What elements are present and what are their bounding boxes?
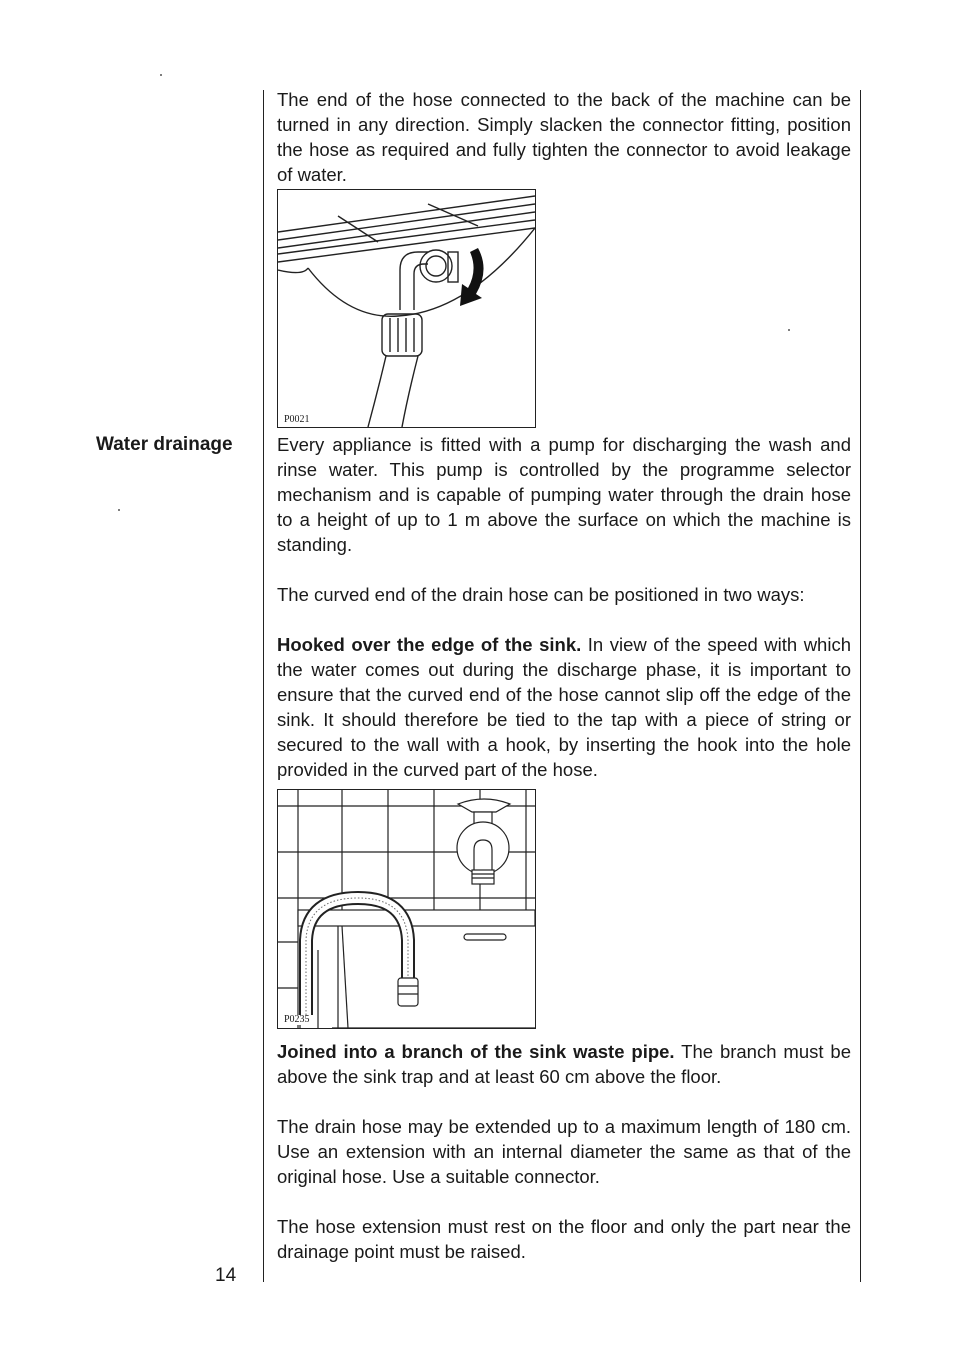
- positions-paragraph: The curved end of the drain hose can be positioned in two ways:: [277, 584, 805, 605]
- sink-text: In view of the speed with which the water comes out during the discharge phase, it is important to ensure that the curved end of the hose cannot slip off the edge of the sink. It should therefore be tied to the tap with a piece of string or secured to the wall with a hook, by inserting the hook into the hole provided in the curved part of the hose.: [277, 634, 851, 780]
- page-number: 14: [215, 1265, 237, 1286]
- left-column-rule: [263, 90, 264, 1282]
- scan-speck: [118, 509, 120, 511]
- figure-label: P0235: [284, 1014, 310, 1025]
- extension-paragraph: The drain hose may be extended up to a maximum length of 180 cm. Use an extension with an internal diameter the same as that of the original hose. Use a suitable connector.: [277, 1116, 851, 1187]
- branch-paragraph: [277, 1039, 851, 1089]
- sink-paragraph: [277, 632, 851, 782]
- section-heading: Water drainage: [96, 434, 233, 455]
- scan-speck: [788, 329, 790, 331]
- scan-speck: [160, 74, 162, 76]
- drainage-paragraph: Every appliance is fitted with a pump for discharging the wash and rinse water. This pump is controlled by the programme selector mechanism and is capable of pumping water through the drain hose to a height of up to 1 m above the surface on which the machine is standing.: [277, 434, 851, 555]
- figure-sink-hose: [277, 789, 536, 1029]
- sink-hose-illustration: [278, 790, 535, 1028]
- right-column-rule: [860, 90, 861, 1282]
- sink-heading: Hooked over the edge of the sink.: [277, 634, 582, 655]
- intro-paragraph: The end of the hose connected to the back of the machine can be turned in any direction. Simply slacken the connector fitting, position the hose as required and fully tighten the connector to avoid leakage of water.: [277, 89, 851, 185]
- hose-connector-illustration: [278, 190, 535, 427]
- branch-text: The branch must be above the sink trap and at least 60 cm above the floor.: [277, 1041, 851, 1087]
- floor-paragraph: The hose extension must rest on the floor and only the part near the drainage point must be raised.: [277, 1216, 851, 1262]
- figure-label: P0021: [284, 414, 310, 425]
- branch-heading: Joined into a branch of the sink waste pipe.: [277, 1041, 675, 1062]
- figure-hose-connector: [277, 189, 536, 428]
